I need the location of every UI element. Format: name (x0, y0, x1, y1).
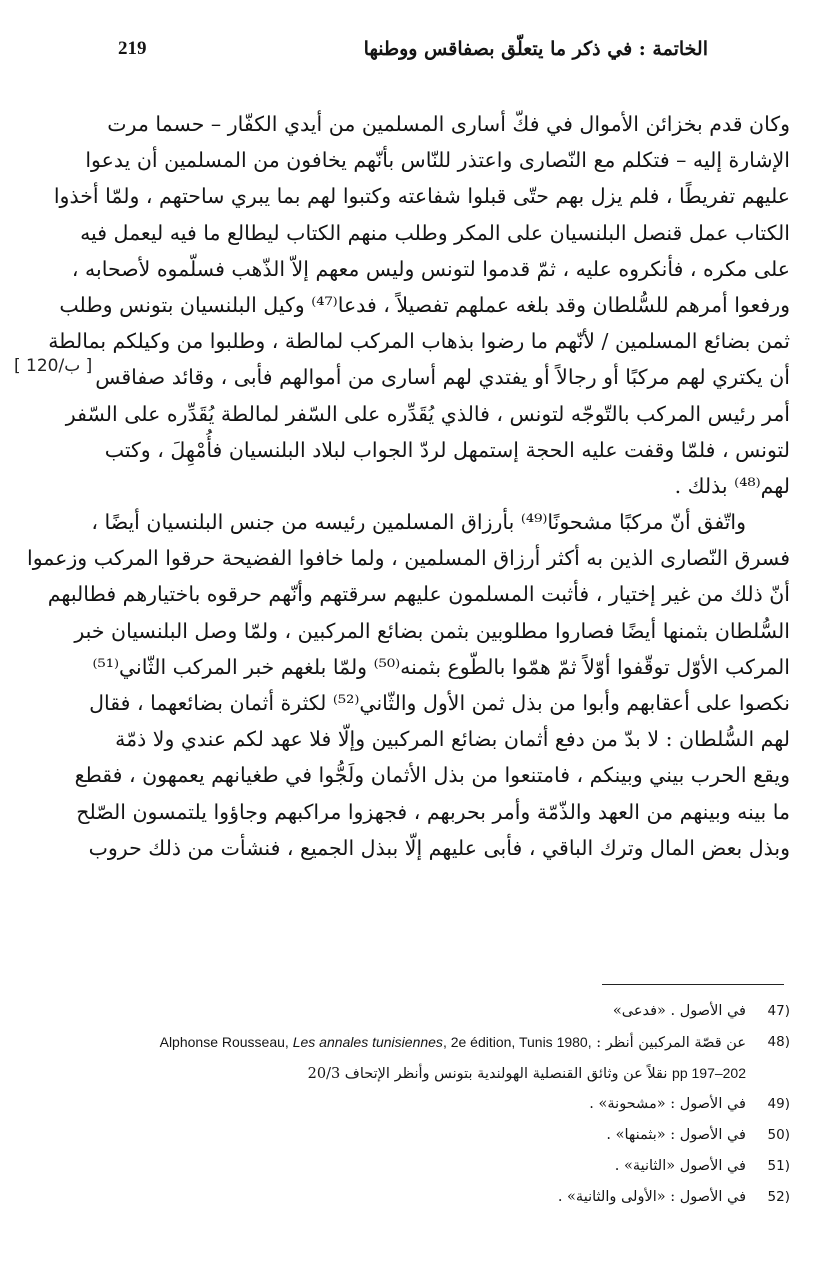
footnote-49 (118, 1089, 790, 1120)
footnote-text: في الأصول : «الأولى والثانية» . (557, 1189, 746, 1205)
footnote-text: في الأصول : «مشحونة» . (589, 1096, 746, 1112)
text-line: أن يكتري لهم مركبًا أو رجالاً أو يفتدي لهم أسارى من أموالهم فأبى ، وقائد صفاقس (95, 365, 790, 390)
footnote-48-continued (118, 1058, 790, 1089)
text-line: الإشارة إليه – فتكلم مع النّصارى واعتذر للنّاس بأنّهم يخافون من المسلمين أن يدعوا (85, 148, 790, 173)
footnote-text: في الأصول . «فدعى» (612, 1003, 746, 1019)
citation-title: Les annales tunisiennes (292, 1034, 443, 1050)
footnote-text: نقلاً عن وثائق القنصلية الهولندية بتونس وأنظر الإتحاف 20/3 (307, 1066, 668, 1082)
text-line: ورفعوا أمرهم للسُّلطان وقد بلغه عملهم تفصيلاً ، فدعا⁽⁴⁷⁾ وكيل البلنسيان بتونس وطلب (59, 292, 790, 317)
text-line: الكتاب عمل قنصل البلنسيان على المكر وطلب منهم الكتاب ليطالع ما فيه ليعمل فيه (80, 220, 790, 245)
text-line: لتونس ، فلمّا وقفت عليه الحجة إستمهل لردّ الجواب لبلاد البلنسيان فأُمْهِلَ ، وكتب (104, 437, 790, 462)
footnote-48 (118, 1027, 790, 1058)
text-line: وكان قدم بخزائن الأموال في فكّ أسارى المسلمين من أيدي الكفّار – حسما مرت (107, 112, 790, 136)
footnote-text: في الأصول «الثانية» . (614, 1158, 746, 1174)
text-line: على مكره ، فأنكروه عليه ، ثمّ قدموا لتونس وليس معهم إلاّ الذّهب فسلّموه لأصحابه ، (71, 256, 790, 281)
text-line: فسرق النّصارى الذين به أكثر أرزاق المسلمين ، ولما خافوا الفضيحة حرقوا المركب وزعموا (27, 546, 790, 571)
text-line: أنّ ذلك من غير إختيار ، فأثبت المسلمون عليهم سرقتهم وأنّهم حرقوه باختيارهم فطالبهم (47, 582, 790, 607)
text-line: لهم⁽⁴⁸⁾ بذلك . (674, 473, 790, 498)
footnote-text: عن قصّة المركبين أنظر : (596, 1035, 746, 1051)
running-head (118, 38, 708, 68)
text-line: السُّلطان بثمنها أيضًا فصاروا مطلوبين بثمن بضائع المركبين ، ولمّا وصل البلنسيان خبر (74, 618, 790, 643)
text-line: عليهم تفريطًا ، فلم يزل بهم حتّى قبلوا شفاعته وكتبوا لهم بما يبري ساحتهم ، ولمّا أخذوا (53, 184, 790, 209)
footnote-47 (118, 996, 790, 1027)
citation-pages: pp 197–202 (672, 1065, 746, 1081)
footnote-number: (51 (767, 1158, 790, 1174)
footnote-text: في الأصول : «بثمنها» . (606, 1127, 746, 1143)
text-line: ما بينه وبينهم من العهد والذّمّة وأمر بحربهم ، فجهزوا مراكبهم وجاؤوا يلتمسون الصّلح (76, 799, 790, 824)
text-line: ثمن بضائع المسلمين / لأنّهم ما رضوا بذهاب المركب لمالطة ، وطلبوا من وكيلكم بمالطة (48, 329, 790, 354)
citation-author: Alphonse Rousseau, (159, 1034, 293, 1050)
citation-edition: , 2e édition, Tunis 1980, (442, 1034, 592, 1050)
folio-marginal-note: [ 120/ب ] (14, 356, 93, 376)
footnote-number: (52 (767, 1189, 790, 1205)
footnote-number: (49 (767, 1096, 790, 1112)
footnote-number: (47 (767, 1003, 790, 1019)
footnote-number: (50 (767, 1127, 790, 1143)
text-line: لهم السُّلطان : لا بدّ من دفع أثمان بضائع المركبين وإلّا فلا عهد لكم عندي ولا ذمّة (115, 727, 790, 752)
footnote-number: (48 (767, 1034, 790, 1050)
text-line: ويقع الحرب بيني وبينكم ، فامتنعوا من بذل الأثمان ولَجُّوا في طغيانهم يعمهون ، فقطع (74, 763, 790, 788)
footnote-50 (118, 1120, 790, 1151)
text-line: وبذل بعض المال وترك الباقي ، فأبى عليهم إلّا ببذل الجميع ، فنشأت من ذلك حروب (88, 835, 790, 860)
footnote-citation (160, 1034, 592, 1050)
text-line: نكصوا على أعقابهم وأبوا من بذل ثمن الأول والثّاني⁽⁵²⁾ لكثرة أثمان بضائعهما ، فقال (89, 691, 790, 715)
text-line: أمر رئيس المركب بالتّوجّه لتونس ، فالذي يُقَدِّره على السّفر لمالطة يُقَدِّره على السّفر (65, 401, 790, 426)
running-title: الخاتمة : في ذكر ما يتعلّق بصفاقس ووطنها (363, 38, 708, 60)
text-line: واتّفق أنّ مركبًا مشحونًا⁽⁴⁹⁾ بأرزاق المسلمين رئيسه من جنس البلنسيان أيضًا ، (91, 510, 746, 535)
page-number: 219 (118, 38, 147, 59)
footnote-52 (118, 1182, 790, 1213)
text-line: المركب الأوّل توقّفوا أوّلاً ثمّ همّوا بالطّوع بثمنه⁽⁵⁰⁾ ولمّا بلغهم خبر المركب الثّاني⁽⁵¹⁾ (92, 654, 790, 679)
footnotes (118, 996, 790, 1213)
footnote-separator (602, 984, 784, 985)
footnote-51 (118, 1151, 790, 1182)
